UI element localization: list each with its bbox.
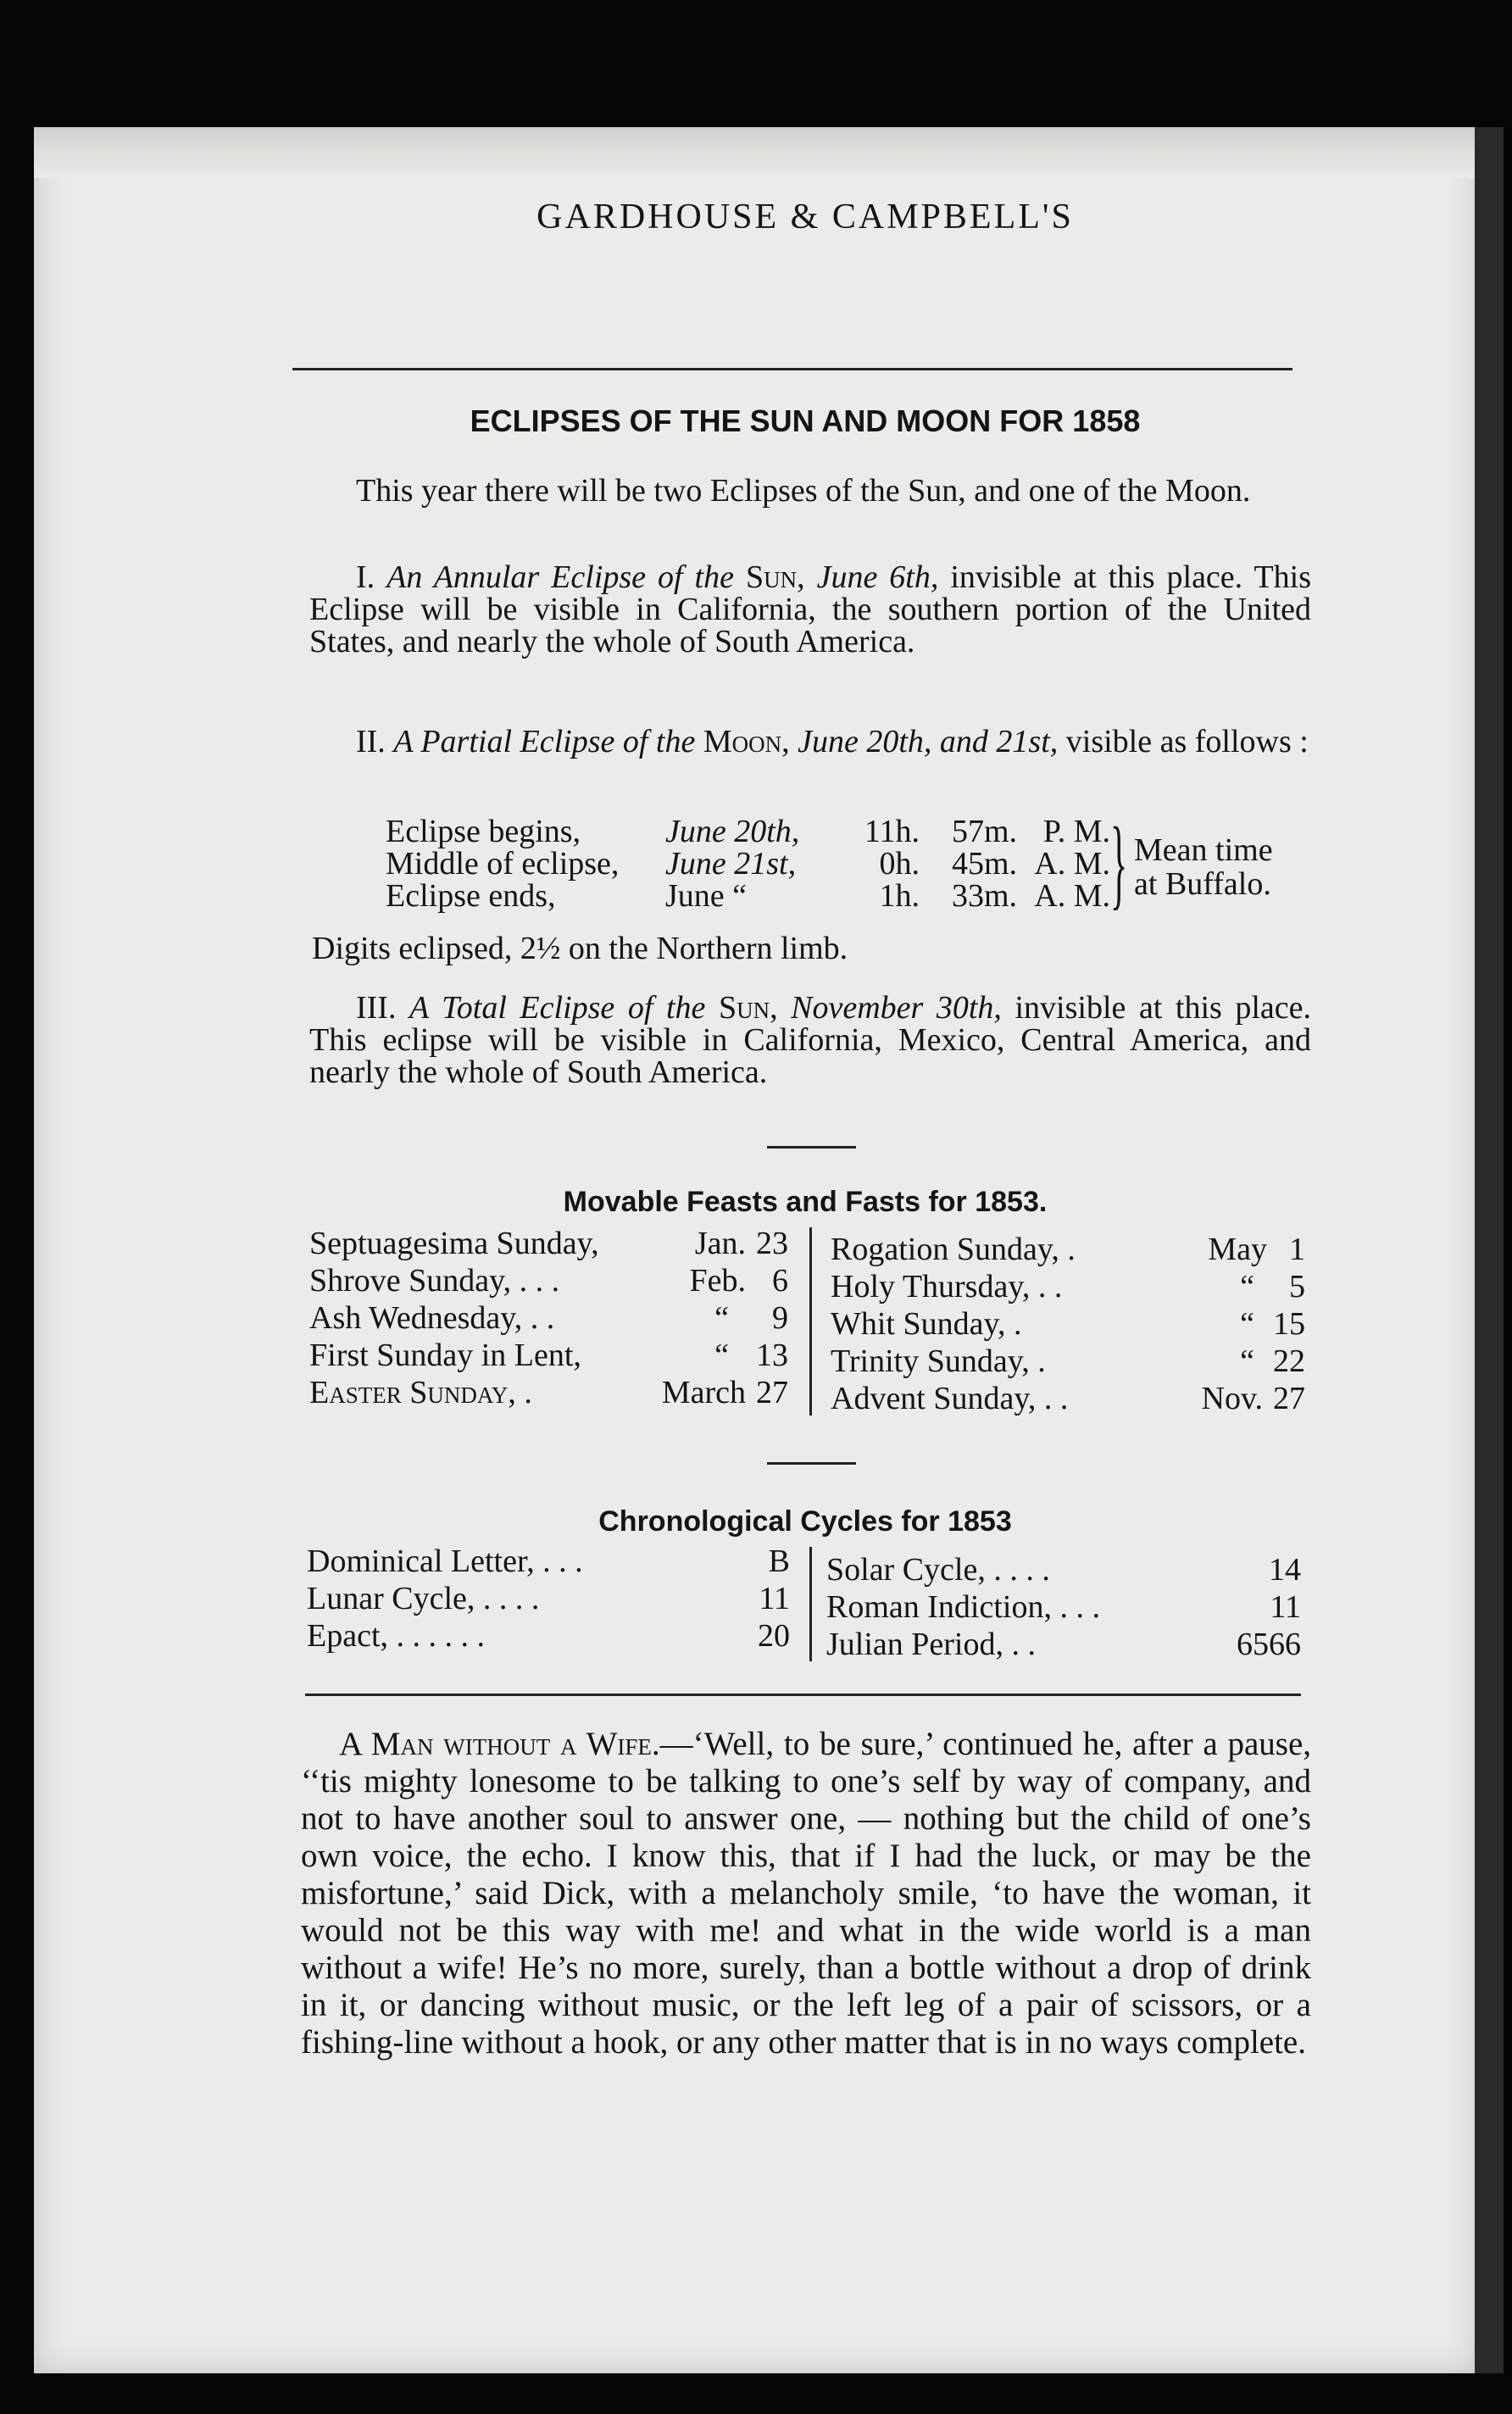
eclipse-2-number: II. [356, 724, 386, 759]
feast-row-left-1 [309, 1225, 788, 1262]
feast-day: 23 [756, 1226, 788, 1261]
eclipse-3-lead: A Total Eclipse of the [409, 990, 706, 1026]
time-hour: 0h. [879, 846, 920, 882]
feast-day: 6 [772, 1263, 788, 1299]
eclipse-3-date: November 30th, [791, 990, 1002, 1026]
feasts-title: Movable Feasts and Fasts for 1853. [563, 1186, 1048, 1218]
feast-name: Shrove Sunday, . . . [309, 1263, 560, 1299]
cycle-name: Solar Cycle, . . . . [826, 1552, 1050, 1588]
eclipse-3-paragraph [309, 992, 1311, 1088]
feast-row-left-2 [309, 1262, 788, 1299]
feast-month: May [1208, 1232, 1267, 1267]
time-ampm: A. M. [1034, 846, 1110, 882]
eclipse-2-lead: A Partial Eclipse of the [393, 724, 696, 759]
intro-paragraph: This year there will be two Eclipses of the Sun, and one of the Moon. [356, 473, 1251, 509]
feast-month: Jan. [694, 1226, 746, 1261]
feast-name: Ash Wednesday, . . [309, 1300, 555, 1336]
feast-row-right-3 [831, 1305, 1305, 1343]
feast-name: Easter Sunday, . [309, 1375, 532, 1410]
cycle-row-right-3 [826, 1626, 1301, 1663]
story-heading: A Man without a Wife. [339, 1726, 660, 1762]
mean-time-line-2: at Buffalo. [1134, 866, 1271, 902]
feast-name: Septuagesima Sunday, [309, 1226, 599, 1261]
cycle-value: 11 [1270, 1589, 1301, 1625]
feast-name: Trinity Sunday, . [831, 1343, 1046, 1379]
header-rule [292, 368, 1292, 370]
eclipse-2-text: visible as follows : [1065, 724, 1309, 759]
eclipse-3-body: Sun, [718, 990, 778, 1026]
time-date: June 21st, [665, 846, 797, 882]
feast-name: Rogation Sunday, . [831, 1232, 1076, 1267]
cycle-name: Epact, . . . . . . [307, 1618, 486, 1654]
feast-row-right-1 [831, 1231, 1305, 1268]
feast-row-right-5 [831, 1380, 1305, 1417]
feast-row-left-3 [309, 1299, 788, 1337]
feast-day: 15 [1273, 1306, 1305, 1342]
eclipse-1-number: I. [356, 559, 375, 595]
feast-month: “ [714, 1338, 729, 1373]
cycle-value: 20 [758, 1618, 790, 1654]
man-without-wife-story [301, 1726, 1311, 2061]
cycle-name: Roman Indiction, . . . [826, 1589, 1100, 1625]
feast-row-left-4 [309, 1337, 788, 1374]
cycle-row-left-3 [307, 1617, 790, 1655]
feast-name: Whit Sunday, . [831, 1306, 1022, 1342]
cycles-title: Chronological Cycles for 1853 [598, 1505, 1012, 1538]
section-rule [305, 1694, 1301, 1696]
running-header: GARDHOUSE & CAMPBELL'S [536, 197, 1074, 236]
feast-month: Nov. [1201, 1381, 1263, 1416]
eclipse-3-text: invisible at this place. This eclipse will be visible in California, Mexico, Central America, and nearly the whole of South America. [309, 990, 1312, 1090]
story-text: —‘Well, to be sure,’ continued he, after a pause, ‘‘tis mighty lonesome to be talking to one’s self by way of company, and not to have another soul to answer one, — nothing but the child of one’s own voice, the echo. I know this, that if I had the luck, or may be the misfortune,’ said Dick, with a melancholy smile, ‘to have the woman, it would not be this way with me! and what in the wide world is a man without a wife! He’s no more, surely, than a bottle without a drop of drink in it, or dancing without music, or the left leg of a pair of scissors, or a fishing-line without a hook, or any other matter that is in no ways complete. [301, 1726, 1312, 2061]
cycle-row-left-2 [307, 1580, 790, 1617]
cycle-name: Dominical Letter, . . . [307, 1544, 583, 1579]
section-divider [767, 1462, 856, 1465]
eclipses-title: ECLIPSES OF THE SUN AND MOON FOR 1858 [470, 403, 1141, 438]
cycle-value: 11 [759, 1581, 790, 1616]
cycle-name: Lunar Cycle, . . . . [307, 1581, 540, 1616]
time-date: June “ [665, 878, 748, 914]
eclipse-2-date: June 20th, and 21st, [798, 724, 1059, 759]
book-spine-edge [1475, 127, 1504, 2373]
feast-month: March [661, 1375, 746, 1410]
mean-time-line-1: Mean time [1134, 832, 1273, 868]
feast-day: 22 [1273, 1343, 1305, 1379]
time-ampm: P. M. [1042, 814, 1110, 849]
time-date: June 20th, [665, 814, 800, 849]
feast-row-left-5 [309, 1374, 788, 1411]
time-minute: 33m. [951, 878, 1017, 914]
feast-name: Advent Sunday, . . [831, 1381, 1069, 1416]
feast-day: 1 [1289, 1232, 1305, 1267]
cycles-column-divider [809, 1547, 812, 1661]
feast-day: 13 [756, 1338, 788, 1373]
feast-day: 5 [1289, 1269, 1305, 1304]
cycle-value: B [768, 1544, 790, 1579]
digits-eclipsed: Digits eclipsed, 2½ on the Northern limb. [312, 931, 848, 966]
eclipse-1-body: Sun, [745, 559, 805, 595]
feast-row-right-2 [831, 1268, 1305, 1305]
cycle-name: Julian Period, . . [826, 1627, 1036, 1662]
feast-month: “ [714, 1300, 729, 1336]
feast-month: “ [1240, 1343, 1254, 1379]
time-label: Eclipse ends, [386, 878, 556, 914]
cycle-row-right-2 [826, 1588, 1301, 1626]
time-hour: 1h. [879, 878, 920, 914]
eclipse-1-date: June 6th, [816, 559, 939, 595]
feast-day: 9 [772, 1300, 788, 1336]
feast-name: Holy Thursday, . . [831, 1269, 1063, 1304]
story-first-line [301, 1726, 1311, 2061]
time-minute: 57m. [951, 814, 1017, 849]
eclipse-1-text: invisible at this place. This Eclipse will be visible in California, the southern portion of the United States, and nearly the whole of South America. [309, 559, 1312, 659]
section-divider [767, 1146, 856, 1149]
time-row-2 [386, 848, 1110, 880]
eclipse-2-body: Moon, [703, 724, 790, 759]
eclipse-2-paragraph [309, 726, 1311, 758]
cycle-value: 6566 [1237, 1627, 1301, 1662]
eclipse-1-lead: An Annular Eclipse of the [386, 559, 734, 595]
time-row-3 [386, 880, 1110, 912]
eclipse-1-paragraph [309, 561, 1311, 658]
brace-icon: } [1110, 806, 1128, 919]
cycle-value: 14 [1269, 1552, 1301, 1588]
time-ampm: A. M. [1034, 878, 1110, 914]
time-label: Middle of eclipse, [386, 846, 620, 882]
feast-day: 27 [756, 1375, 788, 1410]
cycle-row-left-1 [307, 1543, 790, 1580]
feast-day: 27 [1273, 1381, 1305, 1416]
feast-month: “ [1240, 1306, 1254, 1342]
time-label: Eclipse begins, [386, 814, 581, 849]
time-hour: 11h. [864, 814, 920, 849]
time-row-1 [386, 815, 1110, 848]
feast-month: Feb. [689, 1263, 746, 1299]
feast-row-right-4 [831, 1343, 1305, 1380]
eclipse-3-number: III. [356, 990, 397, 1026]
cycle-row-right-1 [826, 1551, 1301, 1588]
time-minute: 45m. [951, 846, 1017, 882]
feasts-column-divider [809, 1227, 812, 1416]
feast-name: First Sunday in Lent, [309, 1338, 581, 1373]
feast-month: “ [1240, 1269, 1254, 1304]
